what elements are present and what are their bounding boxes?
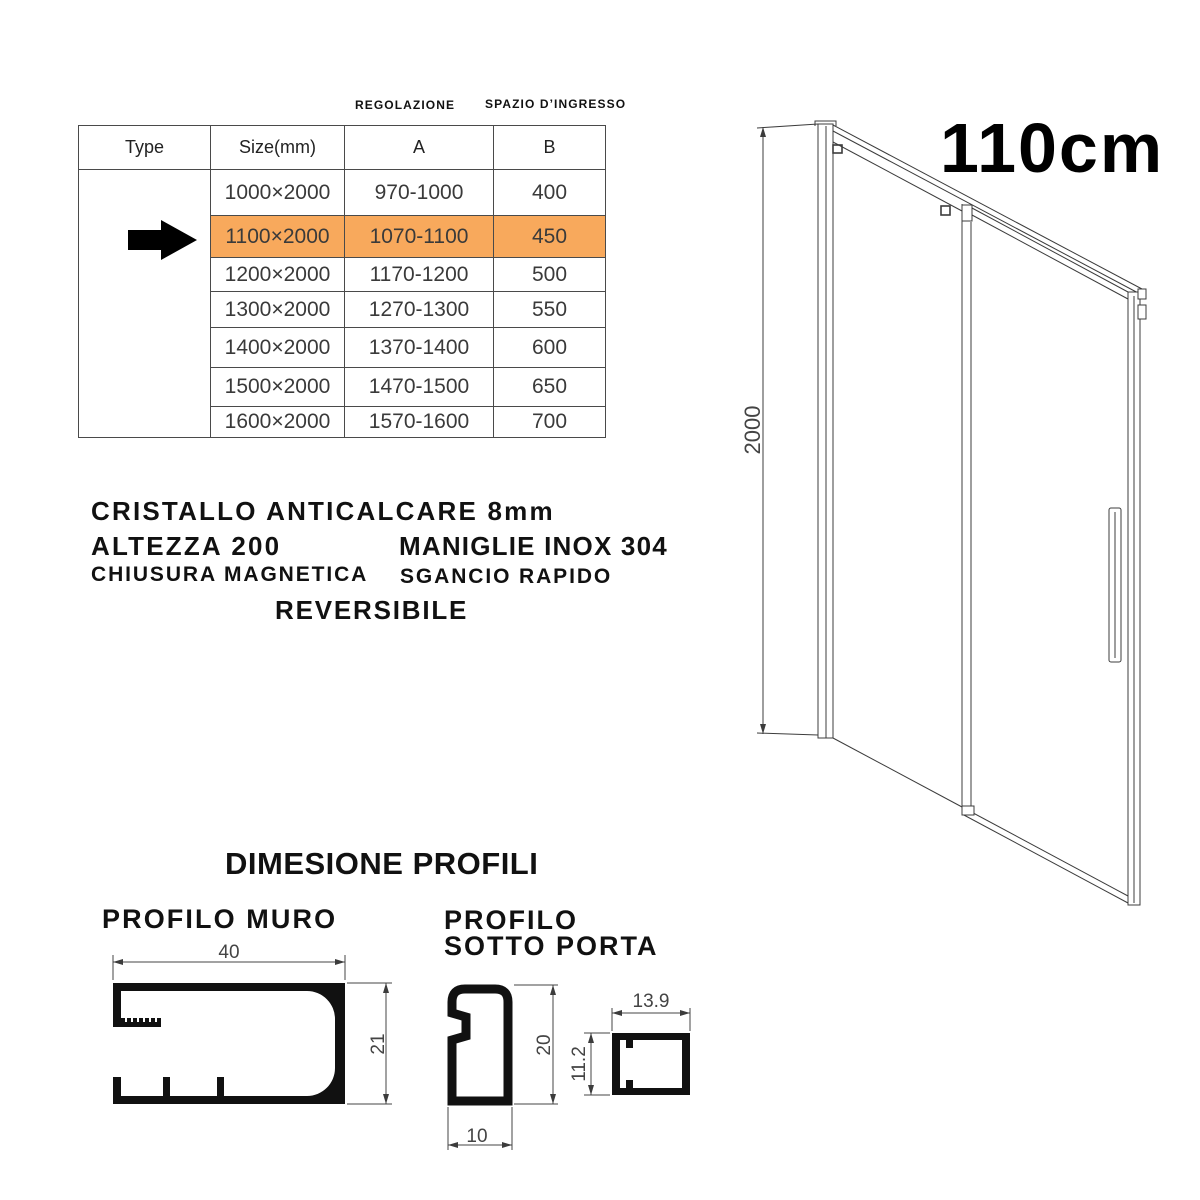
cell-entry-space: 400 xyxy=(494,170,606,216)
profiles-section-title: DIMESIONE PROFILI xyxy=(225,846,539,881)
cell-entry-space: 650 xyxy=(494,368,606,407)
feature-glass: CRISTALLO ANTICALCARE 8mm xyxy=(91,496,555,526)
cell-size: 1600×2000 xyxy=(211,407,345,438)
under-door-profile-width-dimension xyxy=(448,1107,512,1150)
cell-size: 1300×2000 xyxy=(211,292,345,328)
header-a: A xyxy=(345,126,494,170)
insert-profile-height-label: 11.2 xyxy=(569,1046,590,1082)
under-door-profile-title-line1: PROFILO xyxy=(444,905,578,935)
cell-size: 1400×2000 xyxy=(211,328,345,368)
wall-profile-title: PROFILO MURO xyxy=(102,904,338,934)
cell-size: 1500×2000 xyxy=(211,368,345,407)
door-handle xyxy=(1109,508,1121,662)
column-group-label-entry-space: SPAZIO D’INGRESSO xyxy=(485,97,627,111)
cell-adjustment: 1470-1500 xyxy=(345,368,494,407)
cell-entry-space: 600 xyxy=(494,328,606,368)
cell-adjustment: 1570-1600 xyxy=(345,407,494,438)
cell-entry-space: 550 xyxy=(494,292,606,328)
wall-profile-section xyxy=(113,983,345,1104)
fixed-glass-panel xyxy=(833,142,962,807)
cell-entry-space: 500 xyxy=(494,258,606,292)
cell-size: 1200×2000 xyxy=(211,258,345,292)
wall-profile-width-label: 40 xyxy=(218,942,240,963)
feature-handles: MANIGLIE INOX 304 xyxy=(399,531,668,561)
cell-adjustment: 1170-1200 xyxy=(345,258,494,292)
insert-profile-width-dimension xyxy=(612,991,690,1031)
cell-adjustment: 1070-1100 xyxy=(345,216,494,258)
under-door-profile-height-label: 20 xyxy=(534,1034,555,1056)
column-group-label-adjustment: REGOLAZIONE xyxy=(355,98,456,112)
cell-size: 1100×2000 xyxy=(211,216,345,258)
cell-adjustment: 1270-1300 xyxy=(345,292,494,328)
under-door-profile-width-label: 10 xyxy=(466,1126,488,1147)
door-height-label: 2000 xyxy=(740,405,765,455)
feature-reversible: REVERSIBILE xyxy=(275,595,469,625)
wall-profile-height-dimension xyxy=(347,983,392,1104)
cell-adjustment: 1370-1400 xyxy=(345,328,494,368)
top-rail xyxy=(833,125,1142,295)
wall-profile-height-label: 21 xyxy=(368,1033,389,1055)
size-title: 110cm xyxy=(940,109,1165,187)
wall-profile-width-dimension xyxy=(113,942,345,980)
insert-profile-height-dimension xyxy=(569,1033,610,1095)
feature-closure: CHIUSURA MAGNETICA xyxy=(91,563,369,586)
under-door-profile-height-dimension xyxy=(514,985,558,1104)
shower-door-drawing xyxy=(740,121,1146,905)
wall-side-frame xyxy=(815,121,842,738)
header-type: Type xyxy=(79,126,211,170)
cell-adjustment: 970-1000 xyxy=(345,170,494,216)
feature-release: SGANCIO RAPIDO xyxy=(400,565,613,588)
cell-entry-space: 450 xyxy=(494,216,606,258)
under-door-profile-title-line2: SOTTO PORTA xyxy=(444,931,659,961)
under-door-profile-section xyxy=(452,989,508,1101)
insert-profile-width-label: 13.9 xyxy=(632,991,670,1012)
cell-size: 1000×2000 xyxy=(211,170,345,216)
feature-height: ALTEZZA 200 xyxy=(91,531,282,561)
cell-entry-space: 700 xyxy=(494,407,606,438)
insert-profile-section xyxy=(612,1033,690,1095)
door-height-dimension xyxy=(740,124,818,735)
header-size: Size(mm) xyxy=(211,126,345,170)
header-b: B xyxy=(494,126,606,170)
